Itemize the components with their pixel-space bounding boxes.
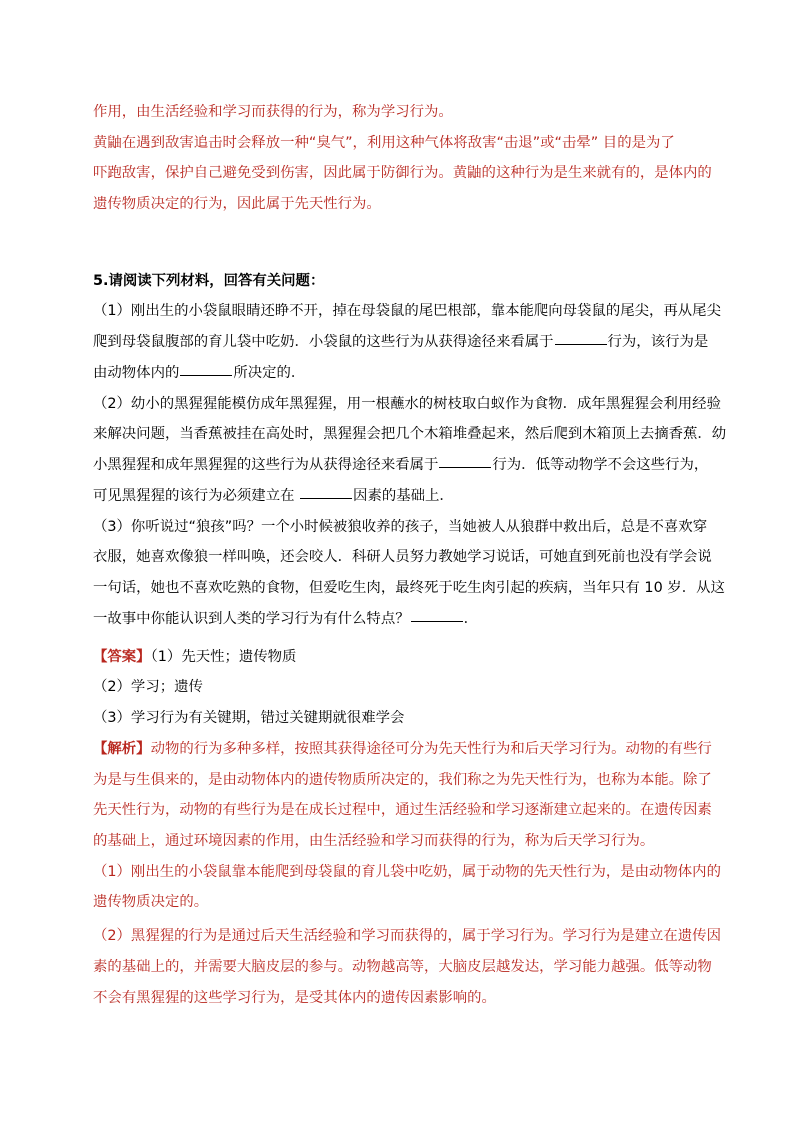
q-part2-text-a: 小黑猩猩和成年黑猩猩的这些行为从获得途径来看属于 [93,457,439,473]
analysis-line-3: 先天性行为，动物的有些行为是在成长过程中，通过生活经验和学习逐渐建立起来的。在遗传因素 [93,802,712,818]
q-part1-text-d: 所决定的． [233,365,306,381]
q-part3-line-1: （3）你听说过“狼孩”吗？一个小时候被狼收养的孩子，当她被人从狼群中救出后，总是不喜欢穿 [93,519,708,535]
q-part1-text-c: 由动物体内的 [93,365,180,381]
q-part3-line-3: 一句话，她也不喜欢吃熟的食物，但爱吃生肉，最终死于吃生肉引起的疾病，当年只有 10 岁．从这 [93,580,725,596]
q-part1-text-a: 爬到母袋鼠腹部的育儿袋中吃奶．小袋鼠的这些行为从获得途径来看属于 [93,334,554,350]
q-part1-text-b: 行为，该行为是 [607,334,709,350]
q-part2-line-2: 来解决问题，当香蕉被挂在高处时，黑猩猩会把几个木箱堆叠起来，然后爬到木箱顶上去摘香蕉．幼 [93,426,727,442]
q-part3-text-b: ． [463,611,479,627]
answer-blank-5 [411,620,463,622]
q-part2-text-b: 行为．低等动物学不会这些行为， [492,457,709,473]
answer-blank-2 [180,374,232,376]
analysis-line-9: 不会有黑猩猩的这些学习行为，是受其体内的遗传因素影响的。 [93,990,496,1006]
prev-analysis-line-4: 遗传物质决定的行为，因此属于先天性行为。 [93,196,381,212]
question-title-text: 5.请阅读下列材料，回答有关问题： [93,273,325,289]
analysis-line-8: 素的基础上的，并需要大脑皮层的参与。动物越高等，大脑皮层越发达，学习能力越强。低等动物 [93,959,712,975]
answer-line-2: （2）学习；遗传 [93,679,203,695]
q-part2-line-3 [93,455,709,475]
q-part3-text-a: 一故事中你能认识到人类的学习行为有什么特点？ [93,611,410,627]
answer-tag: 【答案】 [93,649,151,665]
prev-analysis-line-3: 吓跑敌害，保护自己避免受到伤害，因此属于防御行为。黄鼬的这种行为是生来就有的，是体内的 [93,165,712,181]
q-part1-line-1: （1）刚出生的小袋鼠眼睛还睁不开，掉在母袋鼠的尾巴根部，靠本能爬向母袋鼠的尾尖，再从尾尖 [93,303,721,319]
analysis-line-5: （1）刚出生的小袋鼠靠本能爬到母袋鼠的育儿袋中吃奶，属于动物的先天性行为，是由动物体内的 [93,864,721,880]
q-part3-line-2: 衣服，她喜欢像狼一样叫唤，还会咬人．科研人员努力教她学习说话，可她直到死前也没有学会说 [93,549,712,565]
q-part2-line-1: （2）幼小的黑猩猩能模仿成年黑猩猩，用一根蘸水的树枝取白蚁作为食物．成年黑猩猩会利用经验 [93,396,721,412]
analysis-text-1: 动物的行为多种多样，按照其获得途径可分为先天性行为和后天学习行为。动物的有些行 [150,741,712,757]
prev-analysis-line-2: 黄鼬在遇到敌害追击时会释放一种“臭气”，利用这种气体将敌害“击退”或“击晕” 目的是为了 [93,135,675,151]
answer-blank-4 [300,497,352,499]
answer-blank-1 [555,343,607,345]
analysis-tag: 【解析】 [93,741,151,757]
q-part2-text-c: 可见黑猩猩的该行为必须建立在 [93,488,300,504]
answer-line-3: （3）学习行为有关键期，错过关键期就很难学会 [93,710,405,726]
answer-line-1 [93,647,703,667]
q-part1-line-2 [93,332,709,352]
q-part2-line-4 [93,486,703,506]
analysis-line-6: 遗传物质决定的。 [93,894,209,910]
answer-blank-3 [439,466,491,468]
q-part3-line-4 [93,609,703,629]
prev-analysis-line-1: 作用，由生活经验和学习而获得的行为，称为学习行为。 [93,104,453,120]
analysis-line-2: 为是与生俱来的，是由动物体内的遗传物质所决定的，我们称之为先天性行为，也称为本能。除了 [93,772,712,788]
analysis-line-7: （2）黑猩猩的行为是通过后天生活经验和学习而获得的，属于学习行为。学习行为是建立在遗传因 [93,928,721,944]
question-title [93,271,703,291]
analysis-line-4: 的基础上，通过环境因素的作用，由生活经验和学习而获得的行为，称为后天学习行为。 [93,833,655,849]
analysis-line-1 [93,739,712,759]
q-part1-line-3 [93,363,703,383]
q-part2-text-d: 因素的基础上． [353,488,454,504]
answer-1: （1）先天性；遗传物质 [150,649,297,665]
